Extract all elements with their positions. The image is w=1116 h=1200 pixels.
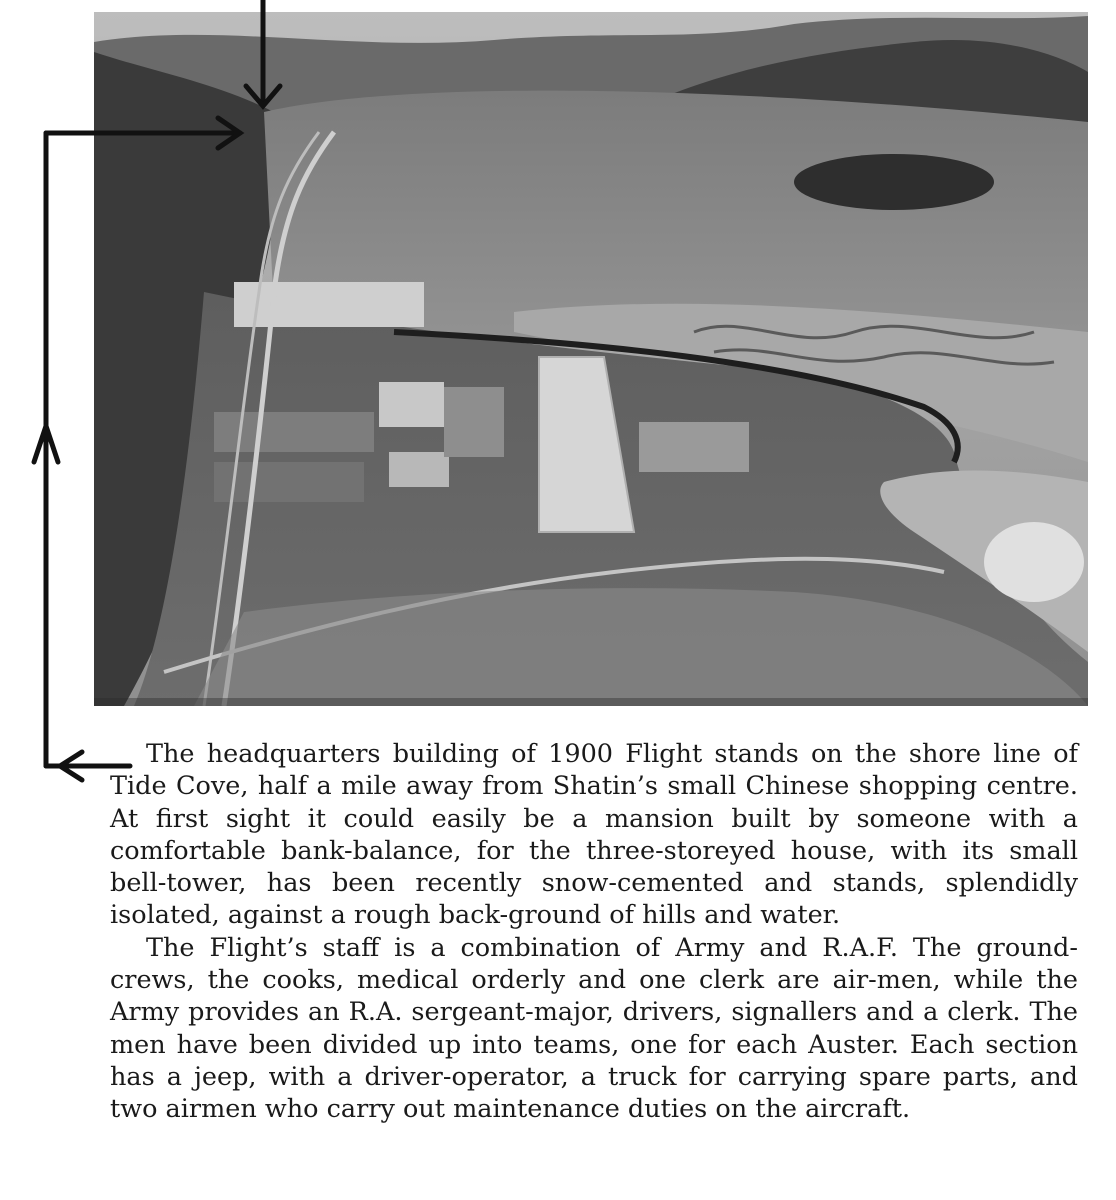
aerial-photograph-image: [94, 12, 1088, 706]
aerial-photograph: [94, 12, 1088, 706]
article-caption: [110, 738, 1078, 1126]
caption-paragraph: The Flight’s staff is a combination of Army and R.A.F. The ground-crews, the cooks, medical orderly and one clerk are air-men, while the Army provides an R.A. sergeant-major, drivers, signallers and a clerk. The men have been divided up into teams, one for each Auster. Each section has a jeep, with a driver-operator, a truck for carrying spare parts, and two airmen who carry out maintenance duties on the aircraft.: [110, 932, 1078, 1125]
caption-paragraph: The headquarters building of 1900 Flight stands on the shore line of Tide Cove, half a mile away from Shatin’s small Chinese shopping centre. At first sight it could easily be a mansion built by someone with a comfortable bank-balance, for the three-storeyed house, with its small bell-tower, has been recently snow-cemented and stands, splendidly isolated, against a rough back-ground of hills and water.: [110, 739, 1078, 931]
